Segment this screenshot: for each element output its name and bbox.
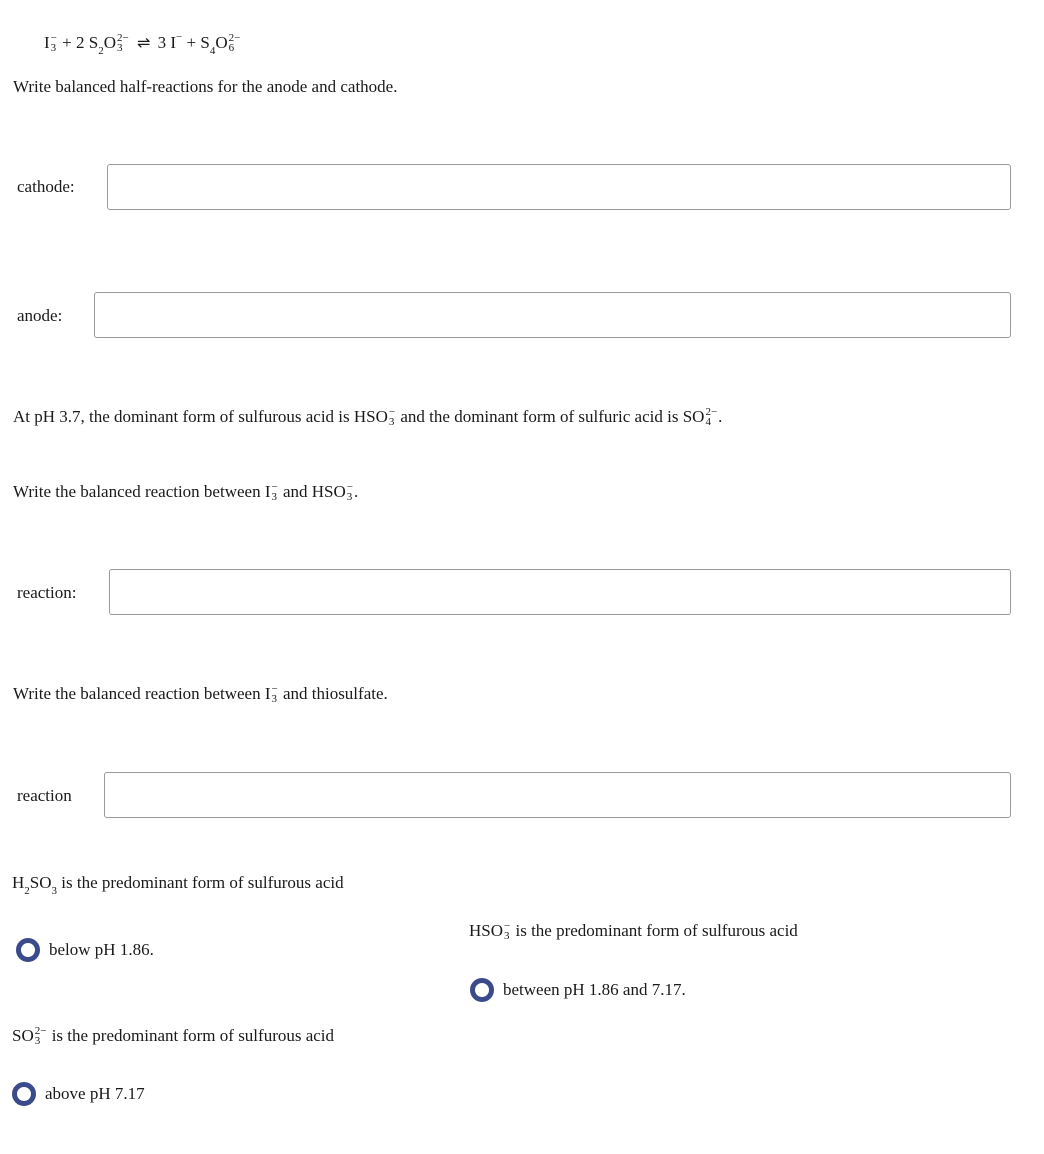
hso3-statement: HSO − 3 is the predominant form of sulfurous acid <box>469 920 798 943</box>
iodide-formula: I− <box>170 31 183 52</box>
half-reactions-prompt: Write balanced half-reactions for the anode and cathode. <box>13 77 398 96</box>
reaction-equation: I − 3 + 2 $S_2O$ 2− 3 ⇌ 3 $I^- + S_4O$ 2− 6 <box>44 31 241 58</box>
reaction-thiosulfate-label: reaction <box>17 786 72 805</box>
so3-statement: SO 2− 3 is the predominant form of sulfurous acid <box>12 1025 335 1048</box>
anode-label: anode: <box>17 306 63 325</box>
hso3-radio[interactable] <box>470 978 494 1002</box>
hso3-option[interactable] <box>470 978 686 1002</box>
hso3-option-label: between pH 1.86 and 7.17. <box>503 980 686 999</box>
equilibrium-arrow-icon: ⇌ <box>136 33 151 52</box>
anode-input[interactable] <box>94 292 1011 338</box>
tetrathionate-formula: $S_4O$ 2− 6 <box>200 32 241 58</box>
so3-option-label: above pH 7.17 <box>45 1084 145 1103</box>
reaction-hso3-label: reaction: <box>17 583 77 602</box>
reaction-thiosulfate-input[interactable] <box>104 772 1011 818</box>
reaction-hso3-input[interactable] <box>109 569 1011 615</box>
cathode-label: cathode: <box>17 177 75 196</box>
h2so3-option[interactable] <box>16 938 154 962</box>
triiodide-formula: I − 3 <box>44 32 57 55</box>
so3-option[interactable] <box>12 1082 145 1106</box>
h2so3-statement: $H_2SO_3$ is the predominant form of sulfurous acid <box>12 873 344 898</box>
h2so3-radio[interactable] <box>16 938 40 962</box>
reaction-hso3-prompt: Write the balanced reaction between I − 3 and HSO − 3 . <box>13 481 359 504</box>
reaction-thiosulfate-prompt: Write the balanced reaction between I − 3 and thiosulfate. <box>13 683 388 706</box>
h2so3-option-label: below pH 1.86. <box>49 940 154 959</box>
ph-info-text: At pH 3.7, the dominant form of sulfurous acid is HSO − 3 and the dominant form of sulfuric acid is SO 2− 4 . <box>13 406 723 429</box>
so3-radio[interactable] <box>12 1082 36 1106</box>
cathode-input[interactable] <box>107 164 1011 210</box>
thiosulfate-formula: $S_2O$ 2− 3 <box>88 32 129 58</box>
